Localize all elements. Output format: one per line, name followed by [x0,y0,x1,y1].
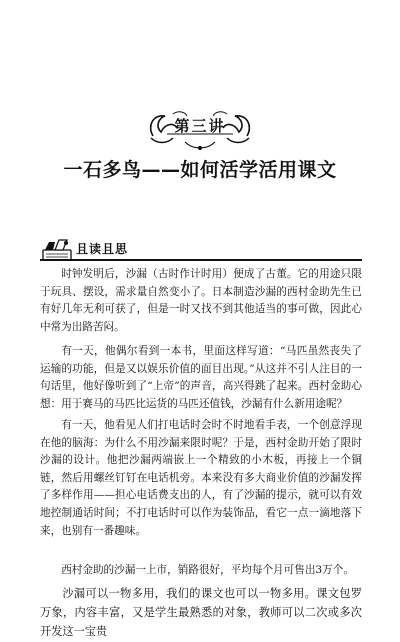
chapter-label: 第三讲 [174,117,226,135]
paragraph-4: 西村金助的沙漏一上市，销路很好，平均每个月可售出3万个。 [61,564,354,576]
section-heading: 且读且思 [76,242,129,256]
paragraph-3: 有一天，他看见人们打电话时会时不时地看手表，一个创意浮现在他的脑海：为什么不用沙漏来限时呢？于是，西村金助开始了限时沙漏的设计。他把沙漏两端嵌上一个精致的小木板，再接上一个铜链，然后用螺丝钉钉在电话机旁。本来没有多大商业价值的沙漏发挥了多样作用——担心电话费支出的人，有了沙漏的提示，就可以有效地控制通话时间；不打电话时可以作为装饰品，看它一点一滴地落下来，也别有一番趣味。 [40,419,362,537]
chapter-title: 一石多鸟——如何活学活用课文 [63,159,337,181]
body-paragraph: 沙漏可以一物多用，我们的课文也可以一物多用。课文包罗万象，内容丰富，又是学生最熟悉的对象，教师可以二次或多次开发这一宝贵 [40,587,362,638]
paragraph-1: 时钟发明后，沙漏（古时作计时用）便成了古董。它的用途只限于玩具、摆设，需求量自然变小了。日本制造沙漏的西村金助先生已有好几年无利可获了，但是一时又找不到其他适当的事可做，因此心中常为出路苦闷。 [40,268,362,333]
section-divider [40,259,362,261]
paragraph-2: 有一天，他偶尔看到一本书，里面这样写道：“马匹虽然丧失了运输的功能，但是又以娱乐价值的面目出现。”从这并不引人注目的一句话里，他好像听到了“上帝”的声音，高兴得跳了起来。西村金助心想：用于赛马的马匹比运货的马匹还值钱，沙漏有什么新用途呢？ [40,345,362,410]
